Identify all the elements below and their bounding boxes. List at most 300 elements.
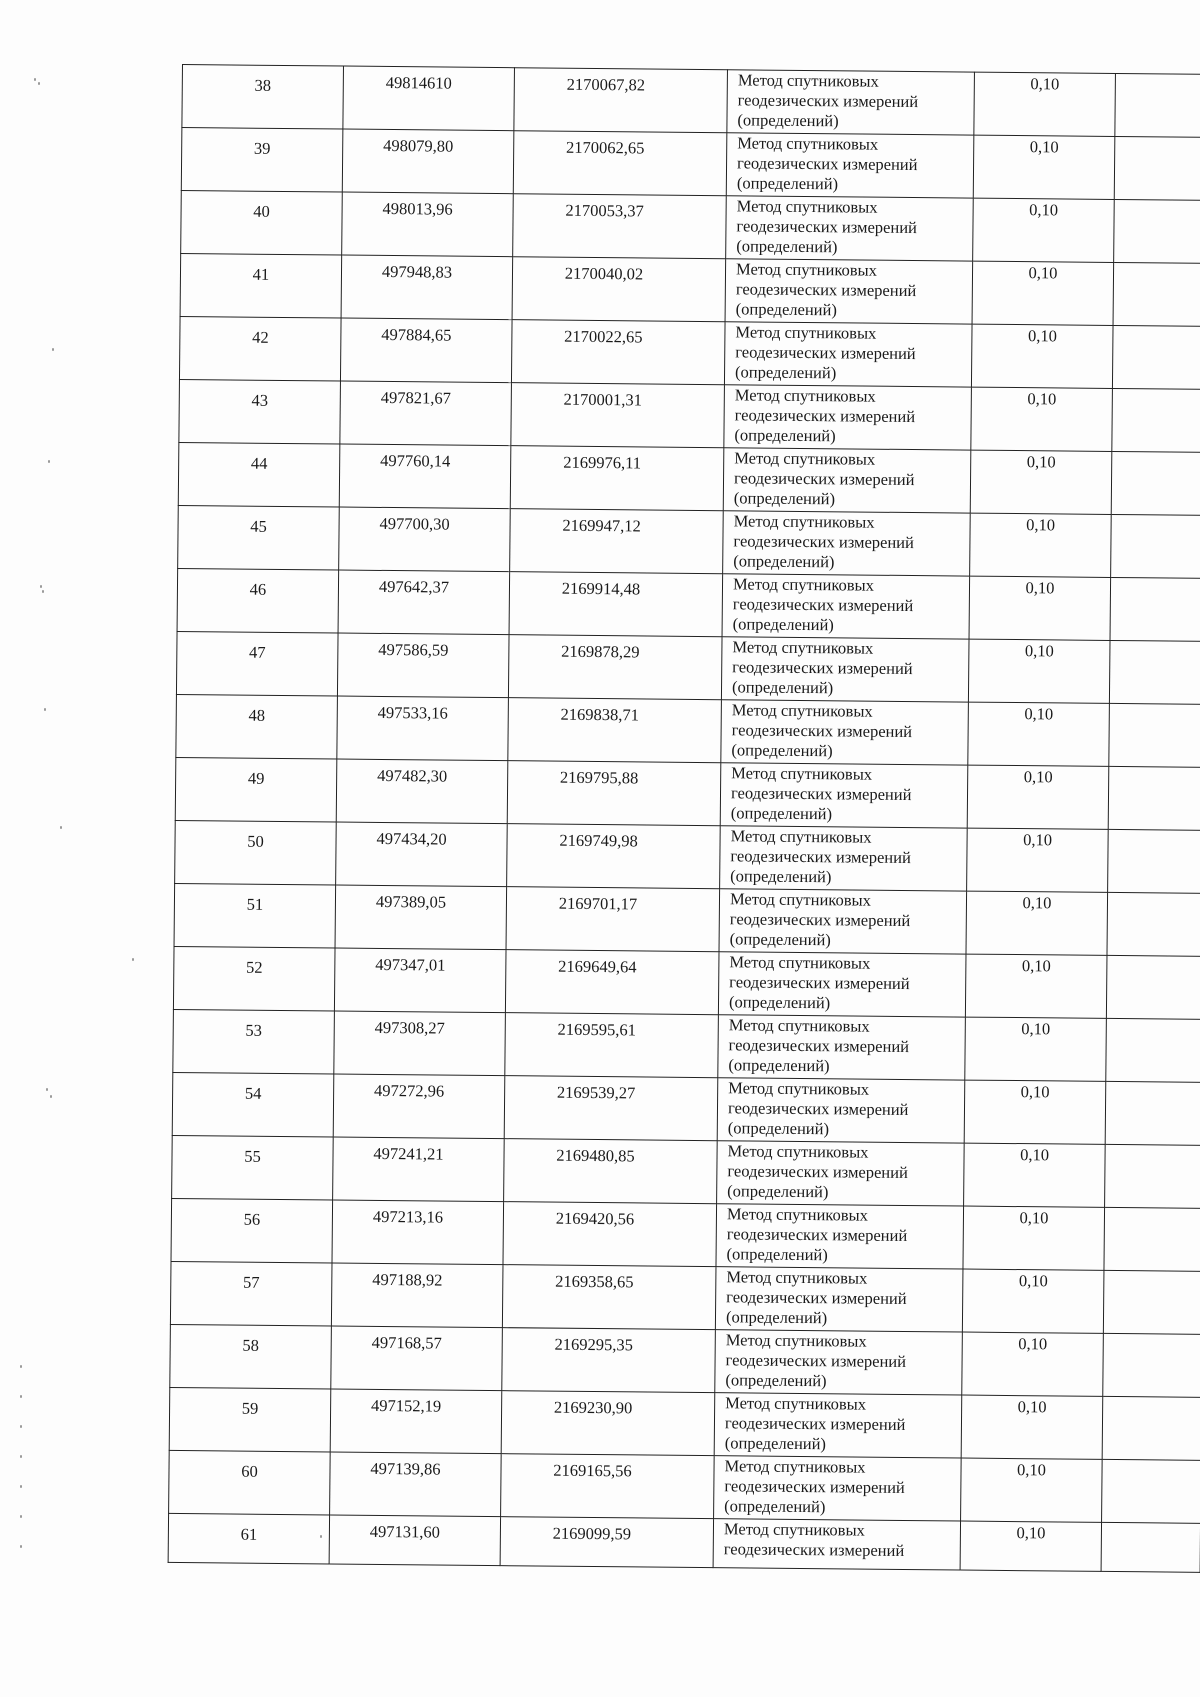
point-number: 43 <box>251 390 269 410</box>
note-cell <box>1113 262 1200 326</box>
coordinate-x: 497139,86 <box>370 1458 441 1479</box>
point-number: 44 <box>250 453 268 473</box>
method-line: (определений) <box>728 1055 830 1076</box>
coordinate-y: 2169358,65 <box>555 1271 634 1292</box>
accuracy-value-cell <box>964 1080 1106 1144</box>
coordinates-table-body <box>168 65 1200 1573</box>
accuracy-value: 0,10 <box>1020 1145 1050 1165</box>
method-line: геодезических измерений <box>730 846 911 868</box>
method-line: Метод спутниковых <box>734 385 876 406</box>
point-number: 50 <box>247 831 264 851</box>
coordinate-x: 497821,67 <box>380 387 451 408</box>
point-number: 59 <box>241 1398 259 1418</box>
accuracy-value-cell <box>962 1332 1104 1396</box>
accuracy-value-cell <box>968 639 1110 703</box>
table-row <box>175 757 1200 830</box>
method-cell <box>723 448 971 513</box>
coordinate-y-cell <box>508 635 722 700</box>
accuracy-value: 0,10 <box>1018 1334 1048 1354</box>
method-line: Метод спутниковых <box>728 1078 870 1099</box>
method-line: Метод спутниковых <box>735 259 878 280</box>
method-cell <box>726 196 974 261</box>
coordinate-x: 497188,92 <box>372 1269 443 1290</box>
method-line: Метод спутниковых <box>726 1267 868 1288</box>
coordinate-x-cell <box>331 1326 503 1391</box>
method-line: (определений) <box>724 1433 827 1454</box>
method-line: геодезических измерений <box>736 216 917 238</box>
accuracy-value-cell <box>963 1206 1105 1270</box>
accuracy-value-cell <box>968 702 1110 766</box>
point-number-cell <box>171 1198 333 1263</box>
table-row <box>170 1261 1200 1334</box>
note-cell <box>1115 73 1200 137</box>
point-number: 54 <box>244 1083 262 1103</box>
accuracy-value-cell <box>966 891 1108 955</box>
note-cell <box>1101 1522 1200 1572</box>
method-line: Метод спутниковых <box>724 1456 866 1477</box>
method-cell <box>721 637 969 702</box>
method-cell <box>724 385 972 450</box>
coordinate-y-cell <box>510 446 724 511</box>
coordinate-x-cell <box>334 1011 506 1076</box>
table-row <box>180 253 1200 326</box>
accuracy-value-cell <box>961 1395 1103 1459</box>
method-line: Метод спутниковых <box>737 70 879 91</box>
method-line: геодезических измерений <box>728 1035 910 1057</box>
accuracy-value-cell <box>969 576 1111 640</box>
point-number: 52 <box>245 957 263 977</box>
point-number: 46 <box>249 579 267 599</box>
point-number-cell <box>174 883 336 948</box>
coordinate-x-cell <box>337 696 509 761</box>
note-cell <box>1111 514 1200 578</box>
coordinate-x: 49814610 <box>385 72 452 93</box>
note-cell <box>1102 1459 1200 1523</box>
note-cell <box>1112 325 1200 389</box>
point-number-cell <box>176 694 338 759</box>
coordinate-x-cell <box>333 1137 505 1202</box>
coordinate-y: 2170062,65 <box>565 137 645 158</box>
coordinate-x: 497586,59 <box>378 639 449 660</box>
method-line: геодезических измерений <box>727 1161 908 1183</box>
table-row <box>182 65 1200 138</box>
note-cell <box>1111 451 1200 515</box>
accuracy-value: 0,10 <box>1027 326 1057 346</box>
coordinate-y: 2170022,65 <box>564 326 643 347</box>
coordinate-x-cell <box>330 1389 502 1454</box>
note-cell <box>1108 829 1200 893</box>
method-cell <box>727 70 975 135</box>
coordinate-x-cell <box>337 633 509 698</box>
note-cell <box>1112 388 1200 452</box>
method-cell <box>713 1519 960 1570</box>
method-line: (определений) <box>725 1370 827 1391</box>
note-cell <box>1109 703 1200 767</box>
point-number-cell <box>175 757 337 822</box>
method-line: геодезических измерений <box>737 90 919 112</box>
table-row <box>179 316 1200 389</box>
coordinate-x: 497308,27 <box>374 1017 445 1038</box>
coordinate-y: 2170067,82 <box>566 74 646 95</box>
method-cell <box>717 1141 965 1206</box>
point-number-cell <box>173 1009 335 1074</box>
method-line: геодезических измерений <box>736 153 918 175</box>
coordinate-y: 2169595,61 <box>557 1019 637 1040</box>
accuracy-value: 0,10 <box>1030 74 1060 94</box>
table-row <box>176 694 1200 767</box>
note-cell <box>1105 1081 1200 1145</box>
table-row <box>168 1513 1200 1572</box>
method-line: (определений) <box>724 1496 826 1517</box>
accuracy-value-cell <box>970 513 1112 577</box>
method-cell <box>715 1267 963 1332</box>
method-cell <box>720 826 968 891</box>
point-number: 51 <box>246 894 264 914</box>
coordinate-y-cell <box>511 383 725 448</box>
table-row <box>181 128 1200 201</box>
point-number-cell <box>169 1387 331 1452</box>
method-line: (определений) <box>734 425 836 446</box>
table-row <box>178 442 1200 515</box>
accuracy-value: 0,10 <box>1029 200 1059 220</box>
coordinate-x: 497241,21 <box>373 1143 444 1164</box>
method-cell <box>718 952 966 1017</box>
coordinate-x-cell <box>343 66 515 131</box>
method-cell <box>718 1015 966 1080</box>
method-line: (определений) <box>731 740 833 761</box>
coordinate-x-cell <box>336 822 508 887</box>
accuracy-value-cell <box>970 450 1112 514</box>
table-row <box>175 820 1200 893</box>
coordinate-y: 2169878,29 <box>561 641 640 662</box>
coordinate-y: 2170001,31 <box>563 389 643 410</box>
method-line: геодезических измерений <box>735 279 917 301</box>
coordinate-x: 497347,01 <box>375 954 446 975</box>
method-line: (определений) <box>729 929 831 950</box>
coordinate-y-cell <box>509 572 723 637</box>
coordinate-x: 497533,16 <box>377 702 448 723</box>
note-cell <box>1106 955 1200 1019</box>
point-number: 53 <box>245 1020 263 1040</box>
accuracy-value: 0,10 <box>1028 263 1058 283</box>
coordinate-y: 2169539,27 <box>556 1082 636 1103</box>
coordinate-y: 2169230,90 <box>553 1397 633 1418</box>
method-line: Метод спутниковых <box>732 637 874 658</box>
accuracy-value-cell <box>973 198 1115 262</box>
coordinate-y: 2169295,35 <box>554 1334 634 1355</box>
coordinate-x-cell <box>336 759 508 824</box>
point-number-cell <box>173 946 335 1011</box>
accuracy-value: 0,10 <box>1021 1019 1051 1039</box>
coordinate-y: 2169701,17 <box>558 893 638 914</box>
method-line: геодезических измерений <box>727 1098 909 1120</box>
table-row <box>181 190 1200 263</box>
point-number: 56 <box>243 1209 261 1229</box>
method-cell <box>714 1456 962 1521</box>
coordinate-x-cell <box>340 381 512 446</box>
note-cell <box>1103 1270 1200 1334</box>
point-number: 60 <box>241 1461 258 1481</box>
method-cell <box>716 1204 964 1269</box>
coordinate-x-cell <box>334 948 506 1013</box>
note-cell <box>1104 1207 1200 1271</box>
accuracy-value-cell <box>961 1458 1103 1522</box>
point-number: 42 <box>252 327 269 347</box>
table-row <box>169 1387 1200 1460</box>
method-cell <box>720 763 968 828</box>
method-line: (определений) <box>733 488 836 509</box>
table-row <box>173 946 1200 1019</box>
accuracy-value-cell <box>964 1143 1106 1207</box>
point-number: 47 <box>249 642 266 662</box>
point-number-cell <box>176 631 338 696</box>
method-line: (определений) <box>730 803 833 824</box>
coordinate-y-cell <box>504 1139 718 1204</box>
note-cell <box>1108 766 1200 830</box>
coordinate-x-cell <box>342 192 514 257</box>
coordinate-y-cell <box>514 68 728 133</box>
coordinate-y-cell <box>505 950 719 1015</box>
point-number-cell <box>170 1324 332 1389</box>
coordinate-x-cell <box>339 444 511 509</box>
method-cell <box>722 574 970 639</box>
coordinate-y: 2170040,02 <box>564 263 644 284</box>
method-line: Метод спутниковых <box>729 952 871 973</box>
coordinate-y-cell <box>501 1454 715 1519</box>
method-line: (определений) <box>736 173 839 194</box>
method-line: геодезических измерений <box>732 657 913 679</box>
method-line: геодезических измерений <box>724 1413 906 1435</box>
coordinate-y-cell <box>512 257 726 322</box>
method-line: Метод спутниковых <box>725 1393 867 1414</box>
accuracy-value-cell <box>967 765 1109 829</box>
point-number-cell <box>172 1072 334 1137</box>
coordinate-x: 497152,19 <box>370 1395 442 1416</box>
method-cell <box>723 511 971 576</box>
coordinate-x-cell <box>341 255 513 320</box>
coordinate-x-cell <box>330 1452 502 1517</box>
coordinate-x-cell <box>332 1200 504 1265</box>
accuracy-value: 0,10 <box>1022 893 1052 913</box>
coordinate-y: 2169099,59 <box>552 1523 632 1544</box>
table-row <box>177 568 1200 641</box>
coordinate-x: 497948,83 <box>381 261 453 282</box>
point-number-cell <box>168 1513 329 1564</box>
method-line: Метод спутниковых <box>737 133 879 154</box>
accuracy-value: 0,10 <box>1021 956 1051 976</box>
coordinate-x: 497213,16 <box>372 1206 444 1227</box>
coordinate-x-cell <box>342 129 514 194</box>
coordinate-x: 498013,96 <box>382 198 453 219</box>
point-number: 45 <box>250 516 267 536</box>
method-line: геодезических измерений <box>733 531 914 553</box>
table-row <box>172 1135 1200 1208</box>
method-line: Метод спутниковых <box>730 826 872 847</box>
coordinate-y: 2169838,71 <box>560 704 640 725</box>
table-row <box>176 631 1200 704</box>
coordinate-y: 2169649,64 <box>558 956 637 977</box>
accuracy-value-cell <box>974 72 1116 136</box>
coordinate-y-cell <box>510 509 724 574</box>
note-cell <box>1110 577 1200 641</box>
accuracy-value: 0,10 <box>1019 1208 1049 1228</box>
method-line: геодезических измерений <box>726 1224 908 1246</box>
accuracy-value: 0,10 <box>1020 1082 1050 1102</box>
accuracy-value-cell <box>962 1269 1104 1333</box>
method-line: (определений) <box>731 677 834 698</box>
coordinate-y-cell <box>506 887 720 952</box>
point-number: 61 <box>240 1524 258 1544</box>
point-number: 55 <box>244 1146 261 1166</box>
note-cell <box>1109 640 1200 704</box>
coordinate-x: 497131,60 <box>369 1521 441 1542</box>
note-cell <box>1105 1144 1200 1208</box>
coordinate-y-cell <box>504 1076 718 1141</box>
method-line: (определений) <box>734 362 837 383</box>
point-number: 49 <box>247 768 265 788</box>
point-number: 57 <box>242 1272 260 1292</box>
method-cell <box>714 1393 962 1458</box>
method-cell <box>725 259 973 324</box>
coordinate-y-cell <box>507 824 721 889</box>
method-line: (определений) <box>735 299 837 320</box>
note-cell <box>1103 1333 1200 1397</box>
point-number: 40 <box>253 201 270 221</box>
coordinate-x: 497884,65 <box>381 324 452 345</box>
coordinate-y-cell <box>513 194 727 259</box>
accuracy-value: 0,10 <box>1029 137 1059 157</box>
point-number-cell <box>180 253 342 318</box>
coordinate-x: 497272,96 <box>374 1080 445 1101</box>
accuracy-value: 0,10 <box>1026 515 1056 535</box>
point-number-cell <box>181 190 343 255</box>
point-number: 41 <box>252 264 270 284</box>
method-line: Метод спутниковых <box>733 511 875 532</box>
method-line: геодезических измерений <box>729 972 910 994</box>
note-cell <box>1107 892 1200 956</box>
note-cell <box>1114 136 1200 200</box>
method-line: геодезических измерений <box>726 1287 907 1309</box>
point-number-cell <box>172 1135 334 1200</box>
method-line: (определений) <box>728 992 831 1013</box>
coordinate-y: 2170053,37 <box>565 200 644 221</box>
point-number-cell <box>177 568 339 633</box>
coordinate-y: 2169914,48 <box>561 578 641 599</box>
method-line: геодезических измерений <box>733 468 915 490</box>
method-line: Метод спутниковых <box>735 322 877 343</box>
accuracy-value: 0,10 <box>1018 1271 1048 1291</box>
method-line: геодезических измерений <box>730 783 912 805</box>
method-line: Метод спутниковых <box>728 1015 870 1036</box>
accuracy-value-cell <box>965 1017 1107 1081</box>
coordinate-x-cell <box>333 1074 505 1139</box>
method-line: (определений) <box>736 236 838 257</box>
method-line: (определений) <box>733 551 835 572</box>
coordinate-x: 497642,37 <box>378 576 450 597</box>
point-number: 48 <box>248 705 266 725</box>
coordinate-y: 2169420,56 <box>555 1208 635 1229</box>
method-line: геодезических измерений <box>731 720 913 742</box>
coordinate-y-cell <box>503 1202 717 1267</box>
method-cell <box>721 700 969 765</box>
coordinate-y: 2169165,56 <box>553 1460 632 1481</box>
method-line: (определений) <box>726 1244 828 1265</box>
method-line: Метод спутниковых <box>731 763 873 784</box>
accuracy-value-cell <box>967 828 1109 892</box>
method-line: геодезических измерений <box>732 594 914 616</box>
method-cell <box>717 1078 965 1143</box>
coordinate-x: 497700,30 <box>379 513 450 534</box>
accuracy-value: 0,10 <box>1016 1523 1046 1543</box>
accuracy-value-cell <box>972 261 1114 325</box>
coordinate-x: 497760,14 <box>380 450 451 471</box>
accuracy-value-cell <box>971 387 1113 451</box>
method-line: Метод спутниковых <box>725 1330 867 1351</box>
method-line: геодезических измерений <box>725 1350 907 1372</box>
table-row <box>174 883 1200 956</box>
method-line: (определений) <box>727 1118 830 1139</box>
method-cell <box>726 133 974 198</box>
coordinate-x-cell <box>331 1263 503 1328</box>
accuracy-value: 0,10 <box>1024 704 1054 724</box>
point-number: 38 <box>254 75 272 95</box>
coordinate-x-cell <box>335 885 507 950</box>
coordinate-x: 497389,05 <box>375 891 447 912</box>
coordinate-x-cell <box>339 507 511 572</box>
coordinates-table <box>168 64 1200 1573</box>
point-number-cell <box>178 442 340 507</box>
table-row <box>172 1072 1200 1145</box>
coordinate-y: 2169749,98 <box>559 830 638 851</box>
method-line: геодезических измерений <box>735 342 916 364</box>
point-number-cell <box>170 1261 332 1326</box>
method-line: Метод спутниковых <box>726 1204 868 1225</box>
point-number-cell <box>182 65 344 130</box>
table-row <box>169 1450 1200 1523</box>
coordinate-y-cell <box>500 1517 713 1568</box>
point-number-cell <box>178 505 340 570</box>
method-line: (определений) <box>737 110 839 131</box>
method-line: Метод спутниковых <box>736 196 878 217</box>
method-line: геодезических измерений <box>729 909 911 931</box>
coordinate-y: 2169480,85 <box>556 1145 635 1166</box>
table-row <box>173 1009 1200 1082</box>
coordinate-y-cell <box>501 1391 715 1456</box>
point-number-cell <box>179 379 341 444</box>
method-line: Метод спутниковых <box>723 1519 865 1540</box>
coordinate-y: 2169795,88 <box>559 767 639 788</box>
note-cell <box>1106 1018 1200 1082</box>
coordinate-y-cell <box>505 1013 719 1078</box>
method-line: геодезических измерений <box>723 1539 905 1561</box>
method-cell <box>719 889 967 954</box>
coordinate-y: 2169947,12 <box>562 515 641 536</box>
coordinate-y-cell <box>511 320 725 385</box>
point-number: 58 <box>242 1335 260 1355</box>
point-number-cell <box>175 820 337 885</box>
accuracy-value-cell <box>960 1521 1101 1571</box>
accuracy-value-cell <box>971 324 1113 388</box>
coordinate-x: 497168,57 <box>371 1332 442 1353</box>
coordinate-y-cell <box>513 131 727 196</box>
method-line: Метод спутниковых <box>732 574 875 595</box>
table-row <box>179 379 1200 452</box>
note-cell <box>1102 1396 1200 1460</box>
method-line: Метод спутниковых <box>734 448 876 469</box>
coordinate-x: 497482,30 <box>377 765 448 786</box>
coordinate-x: 497434,20 <box>376 828 447 849</box>
table-row <box>171 1198 1200 1271</box>
